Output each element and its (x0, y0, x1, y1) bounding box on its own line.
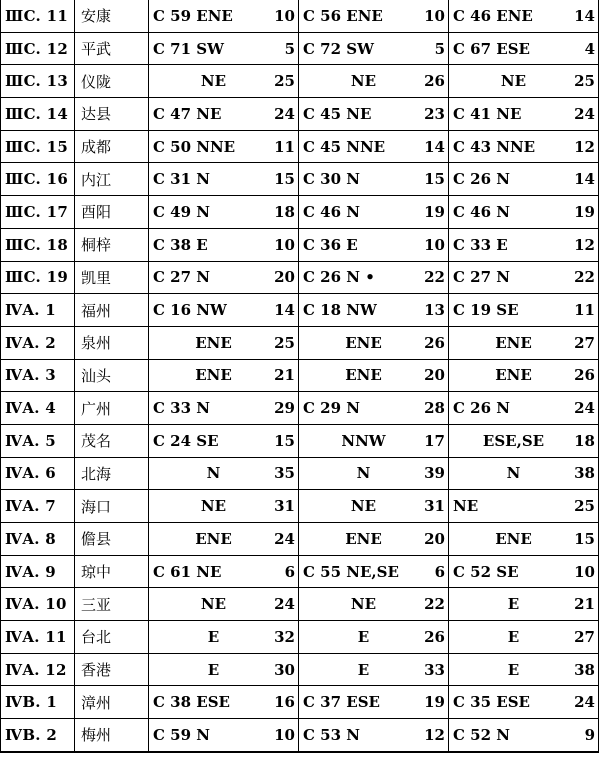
wind-frequency: 14 (574, 6, 595, 25)
station-code: ⅣA. 11 (1, 621, 75, 654)
wind-direction: NNW (341, 431, 386, 450)
station-name: 台北 (75, 621, 149, 654)
wind-frequency: 18 (574, 431, 595, 450)
station-code: ⅣA. 8 (1, 523, 75, 556)
wind-direction: ESE,SE (482, 431, 545, 450)
wind-frequency: 20 (424, 366, 445, 385)
wind-frequency: 5 (434, 39, 445, 58)
station-name: 平武 (75, 32, 149, 65)
wind-frequency: 14 (424, 137, 445, 156)
wind-direction: C 45 NE (303, 104, 372, 123)
wind-frequency: 20 (424, 529, 445, 548)
wind-cell-2 (299, 326, 449, 359)
wind-frequency: 15 (424, 170, 445, 189)
wind-cell-1 (149, 130, 299, 163)
wind-frequency: 11 (274, 137, 295, 156)
wind-direction: C 30 N (303, 170, 360, 189)
wind-direction: N (506, 464, 521, 483)
wind-direction: C 26 N • (303, 268, 375, 287)
wind-direction: C 59 N (153, 725, 210, 744)
station-name: 酉阳 (75, 196, 149, 229)
wind-cell-2 (299, 163, 449, 196)
wind-direction: C 26 N (453, 170, 510, 189)
wind-frequency: 25 (274, 333, 295, 352)
wind-cell-2 (299, 0, 449, 32)
wind-direction: C 52 SE (453, 562, 519, 581)
wind-cell-1 (149, 359, 299, 392)
wind-direction: C 72 SW (303, 39, 374, 58)
wind-frequency: 29 (274, 399, 295, 418)
wind-direction: E (357, 627, 370, 646)
station-name: 三亚 (75, 588, 149, 621)
wind-frequency: 6 (284, 562, 295, 581)
station-name: 仪陇 (75, 65, 149, 98)
wind-frequency: 35 (274, 464, 295, 483)
wind-frequency: 32 (274, 627, 295, 646)
wind-cell-2 (299, 294, 449, 327)
wind-direction: C 24 SE (153, 431, 219, 450)
wind-cell-1 (149, 326, 299, 359)
wind-direction: C 27 N (453, 268, 510, 287)
wind-frequency: 19 (574, 202, 595, 221)
station-code: ⅣA. 10 (1, 588, 75, 621)
wind-frequency: 12 (574, 235, 595, 254)
wind-frequency: 25 (274, 72, 295, 91)
wind-frequency: 20 (274, 268, 295, 287)
wind-direction: C 46 ENE (453, 6, 533, 25)
wind-frequency: 22 (424, 595, 445, 614)
table-row (1, 359, 599, 392)
wind-direction: E (207, 660, 220, 679)
wind-direction: C 47 NE (153, 104, 222, 123)
wind-direction: ENE (195, 529, 232, 548)
table-row (1, 555, 599, 588)
wind-frequency: 10 (574, 562, 595, 581)
wind-cell-3 (449, 555, 599, 588)
wind-direction: C 33 E (453, 235, 508, 254)
wind-frequency: 24 (574, 693, 595, 712)
wind-cell-2 (299, 686, 449, 719)
wind-direction: ENE (495, 333, 532, 352)
wind-frequency: 11 (574, 301, 595, 320)
table-row (1, 98, 599, 131)
wind-direction: ENE (345, 333, 382, 352)
wind-cell-2 (299, 588, 449, 621)
wind-direction: E (357, 660, 370, 679)
table-row (1, 228, 599, 261)
table-row (1, 294, 599, 327)
station-code: ⅣB. 1 (1, 686, 75, 719)
wind-frequency: 24 (274, 104, 295, 123)
station-code: ⅢC. 18 (1, 228, 75, 261)
wind-cell-3 (449, 294, 599, 327)
wind-frequency: 24 (274, 529, 295, 548)
wind-cell-1 (149, 686, 299, 719)
station-name: 茂名 (75, 424, 149, 457)
station-code: ⅢC. 16 (1, 163, 75, 196)
wind-direction: C 38 E (153, 235, 208, 254)
wind-cell-1 (149, 0, 299, 32)
station-code: ⅣA. 1 (1, 294, 75, 327)
wind-cell-2 (299, 196, 449, 229)
wind-direction: C 18 NW (303, 301, 377, 320)
wind-cell-3 (449, 326, 599, 359)
table-row (1, 457, 599, 490)
wind-cell-2 (299, 523, 449, 556)
wind-frequency: 30 (274, 660, 295, 679)
wind-direction: C 26 N (453, 399, 510, 418)
wind-cell-3 (449, 130, 599, 163)
table-body (1, 0, 599, 752)
wind-frequency: 26 (424, 627, 445, 646)
wind-direction: C 45 NNE (303, 137, 386, 156)
wind-cell-2 (299, 98, 449, 131)
wind-direction: NE (200, 497, 227, 516)
wind-cell-2 (299, 457, 449, 490)
wind-direction: C 67 ESE (453, 39, 530, 58)
station-name: 儋县 (75, 523, 149, 556)
wind-frequency: 10 (274, 6, 295, 25)
station-code: ⅣA. 4 (1, 392, 75, 425)
wind-cell-2 (299, 653, 449, 686)
wind-direction: ENE (195, 333, 232, 352)
wind-cell-1 (149, 490, 299, 523)
wind-direction: E (207, 627, 220, 646)
table-row (1, 588, 599, 621)
wind-frequency: 19 (424, 693, 445, 712)
wind-direction: C 59 ENE (153, 6, 233, 25)
wind-frequency: 26 (424, 72, 445, 91)
station-name: 成都 (75, 130, 149, 163)
wind-cell-2 (299, 490, 449, 523)
wind-frequency: 22 (424, 268, 445, 287)
wind-frequency: 38 (574, 660, 595, 679)
wind-cell-2 (299, 65, 449, 98)
table-row (1, 261, 599, 294)
wind-cell-2 (299, 228, 449, 261)
wind-direction: NE (500, 72, 527, 91)
station-name: 香港 (75, 653, 149, 686)
station-name: 内江 (75, 163, 149, 196)
wind-frequency: 14 (574, 170, 595, 189)
wind-frequency: 24 (274, 595, 295, 614)
station-name: 广州 (75, 392, 149, 425)
wind-direction: C 38 ESE (153, 693, 230, 712)
wind-direction: NE (453, 497, 479, 516)
station-name: 福州 (75, 294, 149, 327)
wind-cell-1 (149, 555, 299, 588)
wind-cell-2 (299, 261, 449, 294)
wind-cell-1 (149, 523, 299, 556)
table-row (1, 196, 599, 229)
station-code: ⅣA. 9 (1, 555, 75, 588)
wind-cell-2 (299, 719, 449, 752)
wind-cell-3 (449, 163, 599, 196)
station-code: ⅢC. 14 (1, 98, 75, 131)
table-row (1, 0, 599, 32)
table-row (1, 130, 599, 163)
wind-cell-3 (449, 424, 599, 457)
wind-cell-1 (149, 163, 299, 196)
wind-direction: E (507, 595, 520, 614)
table-row (1, 32, 599, 65)
wind-direction: C 43 NNE (453, 137, 536, 156)
wind-frequency: 21 (274, 366, 295, 385)
wind-direction: ENE (345, 529, 382, 548)
station-name: 梅州 (75, 719, 149, 752)
wind-cell-3 (449, 32, 599, 65)
wind-cell-1 (149, 424, 299, 457)
wind-cell-2 (299, 621, 449, 654)
wind-direction: NE (350, 595, 377, 614)
wind-direction: ENE (195, 366, 232, 385)
wind-direction: ENE (495, 366, 532, 385)
wind-direction: C 36 E (303, 235, 358, 254)
table-row (1, 523, 599, 556)
wind-cell-3 (449, 98, 599, 131)
wind-direction: C 29 N (303, 399, 360, 418)
wind-cell-1 (149, 392, 299, 425)
table-row (1, 65, 599, 98)
wind-frequency: 13 (424, 301, 445, 320)
wind-direction: C 56 ENE (303, 6, 383, 25)
wind-cell-3 (449, 686, 599, 719)
wind-frequency: 31 (424, 497, 445, 516)
station-name: 海口 (75, 490, 149, 523)
station-name: 漳州 (75, 686, 149, 719)
wind-frequency: 4 (584, 39, 595, 58)
wind-frequency: 31 (274, 497, 295, 516)
wind-frequency: 19 (424, 202, 445, 221)
wind-direction: C 52 N (453, 725, 510, 744)
wind-frequency: 24 (574, 399, 595, 418)
wind-frequency: 9 (584, 725, 595, 744)
wind-cell-1 (149, 228, 299, 261)
wind-direction: C 71 SW (153, 39, 224, 58)
wind-frequency: 15 (574, 529, 595, 548)
station-code: ⅣA. 7 (1, 490, 75, 523)
station-code: ⅣA. 2 (1, 326, 75, 359)
station-name: 北海 (75, 457, 149, 490)
station-code: ⅢC. 12 (1, 32, 75, 65)
station-name: 达县 (75, 98, 149, 131)
wind-frequency: 25 (574, 497, 595, 516)
wind-direction: NE (200, 595, 227, 614)
wind-direction: C 27 N (153, 268, 210, 287)
wind-frequency: 26 (574, 366, 595, 385)
table-row (1, 653, 599, 686)
wind-direction: C 16 NW (153, 301, 227, 320)
wind-frequency: 5 (284, 39, 295, 58)
station-name: 桐梓 (75, 228, 149, 261)
wind-cell-3 (449, 653, 599, 686)
wind-frequency: 10 (274, 725, 295, 744)
wind-cell-2 (299, 392, 449, 425)
wind-direction: C 61 NE (153, 562, 222, 581)
wind-direction: E (507, 627, 520, 646)
wind-cell-3 (449, 359, 599, 392)
wind-cell-2 (299, 32, 449, 65)
wind-frequency: 27 (574, 333, 595, 352)
wind-cell-1 (149, 653, 299, 686)
wind-cell-3 (449, 196, 599, 229)
wind-frequency: 10 (424, 6, 445, 25)
wind-cell-2 (299, 359, 449, 392)
station-code: ⅢC. 11 (1, 0, 75, 32)
station-name: 安康 (75, 0, 149, 32)
table-row (1, 163, 599, 196)
station-code: ⅢC. 15 (1, 130, 75, 163)
wind-cell-3 (449, 523, 599, 556)
wind-cell-1 (149, 261, 299, 294)
station-code: ⅢC. 13 (1, 65, 75, 98)
wind-direction: C 53 N (303, 725, 360, 744)
wind-direction: ENE (495, 529, 532, 548)
wind-direction: NE (350, 72, 377, 91)
wind-direction: C 19 SE (453, 301, 519, 320)
wind-cell-1 (149, 457, 299, 490)
table-row (1, 719, 599, 752)
wind-direction: E (507, 660, 520, 679)
wind-direction: C 37 ESE (303, 693, 380, 712)
wind-frequency: 18 (274, 202, 295, 221)
wind-frequency: 24 (574, 104, 595, 123)
wind-direction: C 31 N (153, 170, 210, 189)
wind-cell-1 (149, 98, 299, 131)
wind-cell-1 (149, 32, 299, 65)
table-row (1, 621, 599, 654)
wind-frequency: 16 (274, 693, 295, 712)
wind-frequency: 23 (424, 104, 445, 123)
wind-frequency: 26 (424, 333, 445, 352)
wind-frequency: 15 (274, 431, 295, 450)
wind-frequency: 6 (434, 562, 445, 581)
wind-direction: NE (200, 72, 227, 91)
wind-cell-3 (449, 621, 599, 654)
wind-cell-2 (299, 424, 449, 457)
wind-frequency: 25 (574, 72, 595, 91)
wind-frequency: 17 (424, 431, 445, 450)
wind-frequency: 27 (574, 627, 595, 646)
wind-cell-1 (149, 588, 299, 621)
wind-direction: C 41 NE (453, 104, 522, 123)
wind-cell-3 (449, 457, 599, 490)
wind-direction: NE (350, 497, 377, 516)
wind-cell-1 (149, 719, 299, 752)
wind-cell-3 (449, 0, 599, 32)
wind-cell-1 (149, 65, 299, 98)
station-name: 汕头 (75, 359, 149, 392)
station-code: ⅣA. 12 (1, 653, 75, 686)
wind-direction: ENE (345, 366, 382, 385)
station-name: 凯里 (75, 261, 149, 294)
wind-cell-1 (149, 196, 299, 229)
wind-cell-3 (449, 490, 599, 523)
wind-cell-3 (449, 261, 599, 294)
wind-frequency: 10 (424, 235, 445, 254)
wind-frequency: 15 (274, 170, 295, 189)
wind-frequency: 12 (424, 725, 445, 744)
wind-cell-3 (449, 392, 599, 425)
station-code: ⅢC. 19 (1, 261, 75, 294)
wind-frequency: 33 (424, 660, 445, 679)
wind-cell-3 (449, 719, 599, 752)
wind-cell-3 (449, 65, 599, 98)
table-row (1, 326, 599, 359)
wind-cell-2 (299, 130, 449, 163)
wind-frequency: 14 (274, 301, 295, 320)
table-row (1, 424, 599, 457)
wind-frequency: 10 (274, 235, 295, 254)
wind-cell-2 (299, 555, 449, 588)
wind-direction: N (206, 464, 221, 483)
wind-direction: C 46 N (303, 202, 360, 221)
wind-direction: C 33 N (153, 399, 210, 418)
wind-direction: C 35 ESE (453, 693, 530, 712)
wind-direction: C 50 NNE (153, 137, 236, 156)
wind-direction: C 55 NE,SE (303, 562, 399, 581)
station-code: ⅣB. 2 (1, 719, 75, 752)
wind-frequency: 39 (424, 464, 445, 483)
wind-frequency: 38 (574, 464, 595, 483)
wind-cell-3 (449, 228, 599, 261)
wind-frequency: 12 (574, 137, 595, 156)
wind-frequency: 21 (574, 595, 595, 614)
station-name: 琼中 (75, 555, 149, 588)
wind-cell-1 (149, 294, 299, 327)
wind-direction: C 49 N (153, 202, 210, 221)
wind-frequency: 22 (574, 268, 595, 287)
table-row (1, 392, 599, 425)
wind-frequency: 28 (424, 399, 445, 418)
station-code: ⅢC. 17 (1, 196, 75, 229)
table-row (1, 686, 599, 719)
table-row (1, 490, 599, 523)
station-code: ⅣA. 3 (1, 359, 75, 392)
wind-direction: C 46 N (453, 202, 510, 221)
wind-cell-3 (449, 588, 599, 621)
wind-direction: N (356, 464, 371, 483)
station-name: 泉州 (75, 326, 149, 359)
station-code: ⅣA. 6 (1, 457, 75, 490)
wind-cell-1 (149, 621, 299, 654)
station-code: ⅣA. 5 (1, 424, 75, 457)
